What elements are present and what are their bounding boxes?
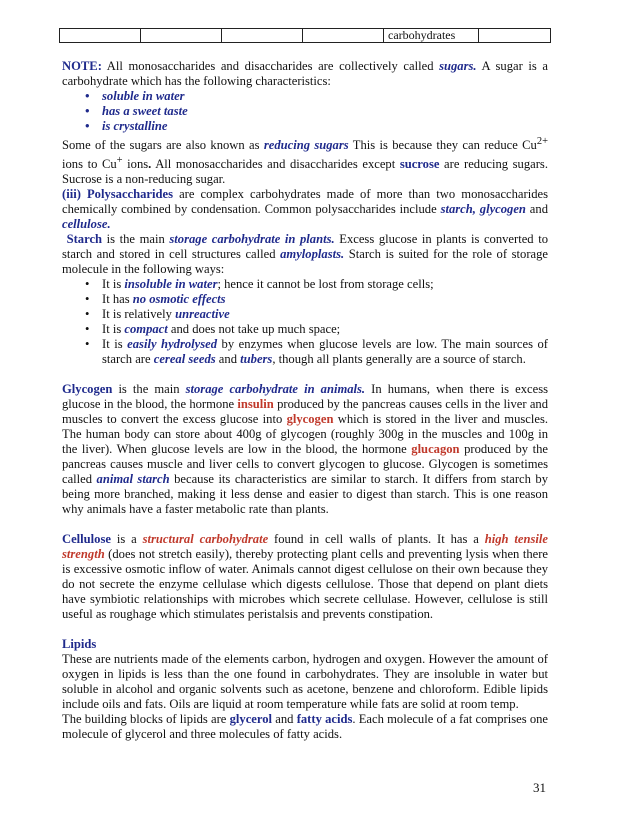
list-item: • soluble in water bbox=[102, 89, 548, 104]
carry-over-table bbox=[59, 28, 551, 43]
starch-label: Starch bbox=[66, 232, 103, 247]
superscript: 2+ bbox=[536, 136, 548, 147]
storage-term: storage carbohydrate in plants. bbox=[169, 232, 335, 247]
body-text: In humans, when there is excess glucose in the blood, the hormone bbox=[62, 382, 549, 412]
cellulose-paragraph bbox=[62, 532, 548, 622]
key-term: compact bbox=[124, 322, 168, 337]
storage-term: storage carbohydrate in animals. bbox=[185, 382, 366, 397]
lipids-heading bbox=[62, 637, 548, 652]
structural-term: structural carbohydrate bbox=[142, 532, 269, 547]
key-term: no osmotic effects bbox=[132, 292, 226, 307]
body-text: This is because they can reduce Cu bbox=[348, 138, 537, 153]
document-page bbox=[62, 0, 548, 742]
table-cell: carbohydrates bbox=[384, 29, 479, 43]
polysaccharide-examples: starch, glycogen bbox=[440, 202, 526, 217]
body-text: It is bbox=[102, 337, 128, 352]
key-term: easily hydrolysed bbox=[127, 337, 218, 352]
body-text: which is stored in the liver and muscles. The human body can store about 400g of glycogen (roughly 300g in the muscles and 100g in the liver). When glucose levels are low in the blood, the hormone bbox=[62, 412, 548, 457]
body-text: It has bbox=[102, 292, 133, 307]
section-heading: Lipids bbox=[62, 637, 97, 652]
body-text: and bbox=[272, 712, 297, 727]
starch-properties-list bbox=[62, 277, 548, 367]
glycogen-term: glycogen bbox=[286, 412, 334, 427]
starch-paragraph bbox=[62, 232, 548, 277]
list-item: • has a sweet taste bbox=[102, 104, 548, 119]
list-item bbox=[102, 322, 548, 337]
key-term: unreactive bbox=[175, 307, 230, 322]
polysaccharides-label: (iii) Polysaccharides bbox=[62, 187, 174, 202]
body-text: is the main bbox=[112, 382, 186, 397]
key-term: tubers bbox=[240, 352, 273, 367]
cellulose-label: Cellulose bbox=[62, 532, 111, 547]
body-text: . bbox=[148, 157, 152, 172]
animal-starch-term: animal starch bbox=[96, 472, 170, 487]
body-text: are reducing sugars. Sucrose is a non-reducing sugar. bbox=[62, 157, 548, 187]
key-term: insoluble in water bbox=[124, 277, 218, 292]
insulin-term: insulin bbox=[237, 397, 274, 412]
table-cell bbox=[60, 29, 141, 43]
body-text: , though all plants generally are a source of starch. bbox=[272, 352, 526, 367]
sucrose-term: sucrose bbox=[399, 157, 440, 172]
body-text: It is bbox=[102, 277, 125, 292]
superscript: + bbox=[116, 155, 123, 167]
reducing-sugars-paragraph bbox=[62, 134, 548, 187]
body-text: (does not stretch easily), thereby protecting plant cells and preventing lysis when there is excessive osmotic inflow of water. Animals cannot digest cellulose on their own because they do not secrete the enzyme cellulase which digests cellulose. Those that depend on plant diets have symbiotic relationships with microbes which secrete cellulase. However, cellulose is still useful as roughage which stimulates peristalsis and prevents constipation. bbox=[62, 547, 548, 622]
amyloplasts-term: amyloplasts. bbox=[280, 247, 345, 262]
body-text: Starch is suited for the role of storage molecule in the following ways: bbox=[62, 247, 548, 277]
lipids-building-blocks bbox=[62, 712, 548, 742]
note-paragraph bbox=[62, 59, 548, 89]
table-row bbox=[60, 29, 551, 43]
body-text: and bbox=[525, 202, 548, 217]
list-item: • is crystalline bbox=[102, 119, 548, 134]
body-text: ; hence it cannot be lost from storage cells; bbox=[217, 277, 434, 292]
list-item bbox=[102, 277, 548, 292]
body-text: are complex carbohydrates made of more than two monosaccharides chemically combined by condensation. Common polysaccharides include bbox=[62, 187, 548, 217]
fatty-acids-term: fatty acids bbox=[296, 712, 353, 727]
glycerol-term: glycerol bbox=[229, 712, 273, 727]
table-cell bbox=[479, 29, 551, 43]
body-text: and does not take up much space; bbox=[167, 322, 341, 337]
reducing-sugars-term: reducing sugars bbox=[263, 138, 349, 153]
body-text: ions bbox=[122, 157, 149, 172]
note-text: All monosaccharides and disaccharides are collectively called bbox=[101, 59, 440, 73]
body-text: It is relatively bbox=[102, 307, 176, 322]
table-cell bbox=[303, 29, 384, 43]
body-text: ions to Cu bbox=[62, 157, 117, 172]
glucagon-term: glucagon bbox=[411, 442, 460, 457]
body-text: is a bbox=[110, 532, 143, 547]
body-text: found in cell walls of plants. It has a bbox=[268, 532, 485, 547]
page-number: 31 bbox=[533, 780, 546, 795]
body-text: produced by the pancreas causes muscle and liver cells to convert glycogen to glucose. Glycogen is sometimes called bbox=[62, 442, 548, 487]
sugar-characteristics-list bbox=[62, 89, 548, 134]
body-text: . Each molecule of a fat comprises one molecule of glycerol and three molecules of fatty acids. bbox=[62, 712, 548, 742]
note-label: NOTE: bbox=[62, 59, 102, 73]
glycogen-label: Glycogen bbox=[62, 382, 113, 397]
body-text: and bbox=[215, 352, 241, 367]
body-text: because its characteristics are similar to starch. It differs from starch by being more branched, making it less dense and easier to digest than starch. This is one reason why animals have a faster metabolic rate than plants. bbox=[62, 472, 548, 517]
table-cell bbox=[222, 29, 303, 43]
glycogen-paragraph bbox=[62, 382, 548, 517]
tensile-term: high tensile strength bbox=[62, 532, 549, 562]
sugars-term: sugars. bbox=[439, 59, 477, 73]
list-item bbox=[102, 337, 548, 367]
body-text: All monosaccharides and disaccharides except bbox=[151, 157, 400, 172]
key-term: cereal seeds bbox=[153, 352, 216, 367]
body-text: It is bbox=[102, 322, 125, 337]
note-text: A sugar is a carbohydrate which has the following characteristics: bbox=[62, 59, 548, 88]
list-item bbox=[102, 307, 548, 322]
body-text: Excess glucose in plants is converted to starch and stored in cell structures called bbox=[62, 232, 548, 262]
body-text: by enzymes when glucose levels are low. The main sources of starch are bbox=[102, 337, 549, 367]
lipids-paragraph: These are nutrients made of the elements carbon, hydrogen and oxygen. However the amount of oxygen in lipids is less than the one found in carbohydrates. They are insoluble in water but soluble in alcohol and organic solvents such as acetone, benzene and chloroform. Edible lipids include oils and fats. Oils are liquid at room temperature while fats are solid at room temp. bbox=[62, 652, 548, 712]
body-text: Some of the sugars are also known as bbox=[62, 138, 264, 153]
body-text: The building blocks of lipids are bbox=[62, 712, 230, 727]
list-item bbox=[102, 292, 548, 307]
polysaccharides-paragraph bbox=[62, 187, 548, 232]
cellulose-term: cellulose. bbox=[62, 217, 111, 232]
table-cell bbox=[141, 29, 222, 43]
body-text: is the main bbox=[102, 232, 170, 247]
body-text: produced by the pancreas causes cells in the liver and muscles to convert the excess glucose into bbox=[62, 397, 548, 427]
